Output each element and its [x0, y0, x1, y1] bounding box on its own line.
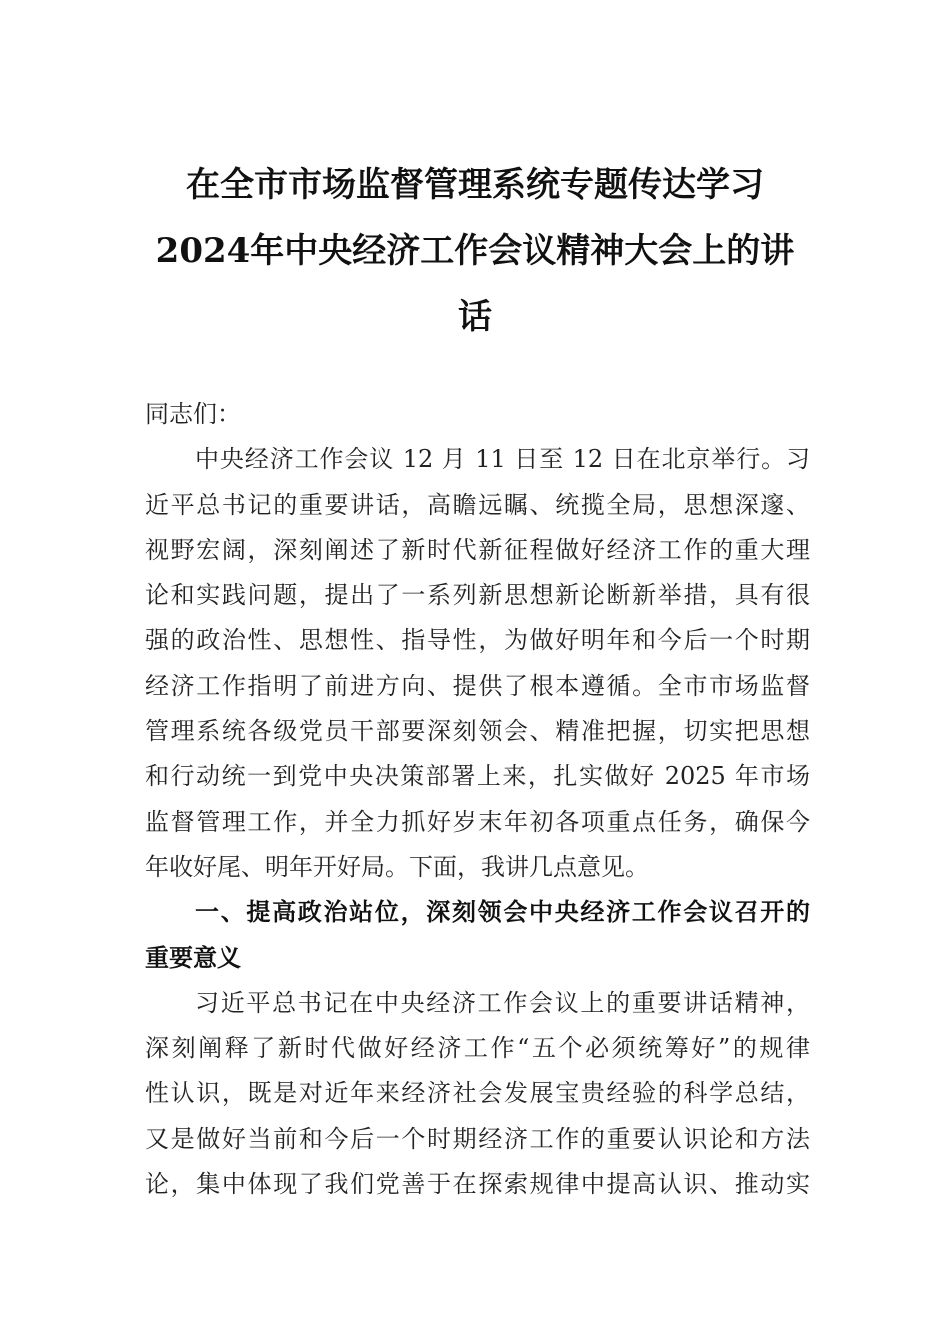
- paragraph-line: 论，集中体现了我们党善于在探索规律中提高认识、推动实: [145, 1170, 810, 1199]
- paragraph-2: [145, 981, 810, 1207]
- heading-line: 一、提高政治站位，深刻领会中央经济工作会议召开的: [195, 898, 810, 927]
- paragraph-line: 和行动统一到党中央决策部署上来，扎实做好 2025 年市场: [145, 762, 810, 791]
- paragraph-line: 监督管理工作，并全力抓好岁末年初各项重点任务，确保今: [145, 807, 810, 836]
- paragraph-line: 强的政治性、思想性、指导性，为做好明年和今后一个时期: [145, 626, 810, 655]
- salutation-text: 同志们：: [145, 400, 241, 428]
- paragraph-line: 管理系统各级党员干部要深刻领会、精准把握，切实把思想: [145, 717, 810, 746]
- paragraph-line: 性认识，既是对近年来经济社会发展宝贵经验的科学总结，: [145, 1079, 810, 1108]
- document-title: [140, 152, 810, 350]
- salutation: [145, 392, 810, 437]
- paragraph-line: 经济工作指明了前进方向、提供了根本遵循。全市市场监督: [145, 671, 810, 700]
- paragraph-line: 视野宏阔，深刻阐述了新时代新征程做好经济工作的重大理: [145, 535, 810, 564]
- paragraph-line: 年收好尾、明年开好局。下面，我讲几点意见。: [145, 852, 649, 881]
- paragraph-line: 又是做好当前和今后一个时期经济工作的重要认识论和方法: [145, 1124, 810, 1153]
- paragraph-line: 习近平总书记在中央经济工作会议上的重要讲话精神，: [195, 988, 810, 1017]
- section-heading-1: [145, 890, 810, 981]
- paragraph-line: 深刻阐释了新时代做好经济工作“五个必须统筹好”的规律: [145, 1034, 810, 1063]
- title-line: 2024年中央经济工作会议精神大会上的讲: [155, 231, 795, 271]
- title-line: 话: [458, 297, 492, 337]
- paragraph-line: 论和实践问题，提出了一系列新思想新论断新举措，具有很: [145, 581, 810, 610]
- paragraph-1: [145, 437, 810, 890]
- title-line: 在全市市场监督管理系统专题传达学习: [186, 165, 764, 205]
- document-body: [145, 392, 810, 1207]
- paragraph-line: 近平总书记的重要讲话，高瞻远瞩、统揽全局，思想深邃、: [145, 490, 810, 519]
- heading-line: 重要意义: [145, 943, 241, 972]
- paragraph-line: 中央经济工作会议 12 月 11 日至 12 日在北京举行。习: [195, 445, 810, 474]
